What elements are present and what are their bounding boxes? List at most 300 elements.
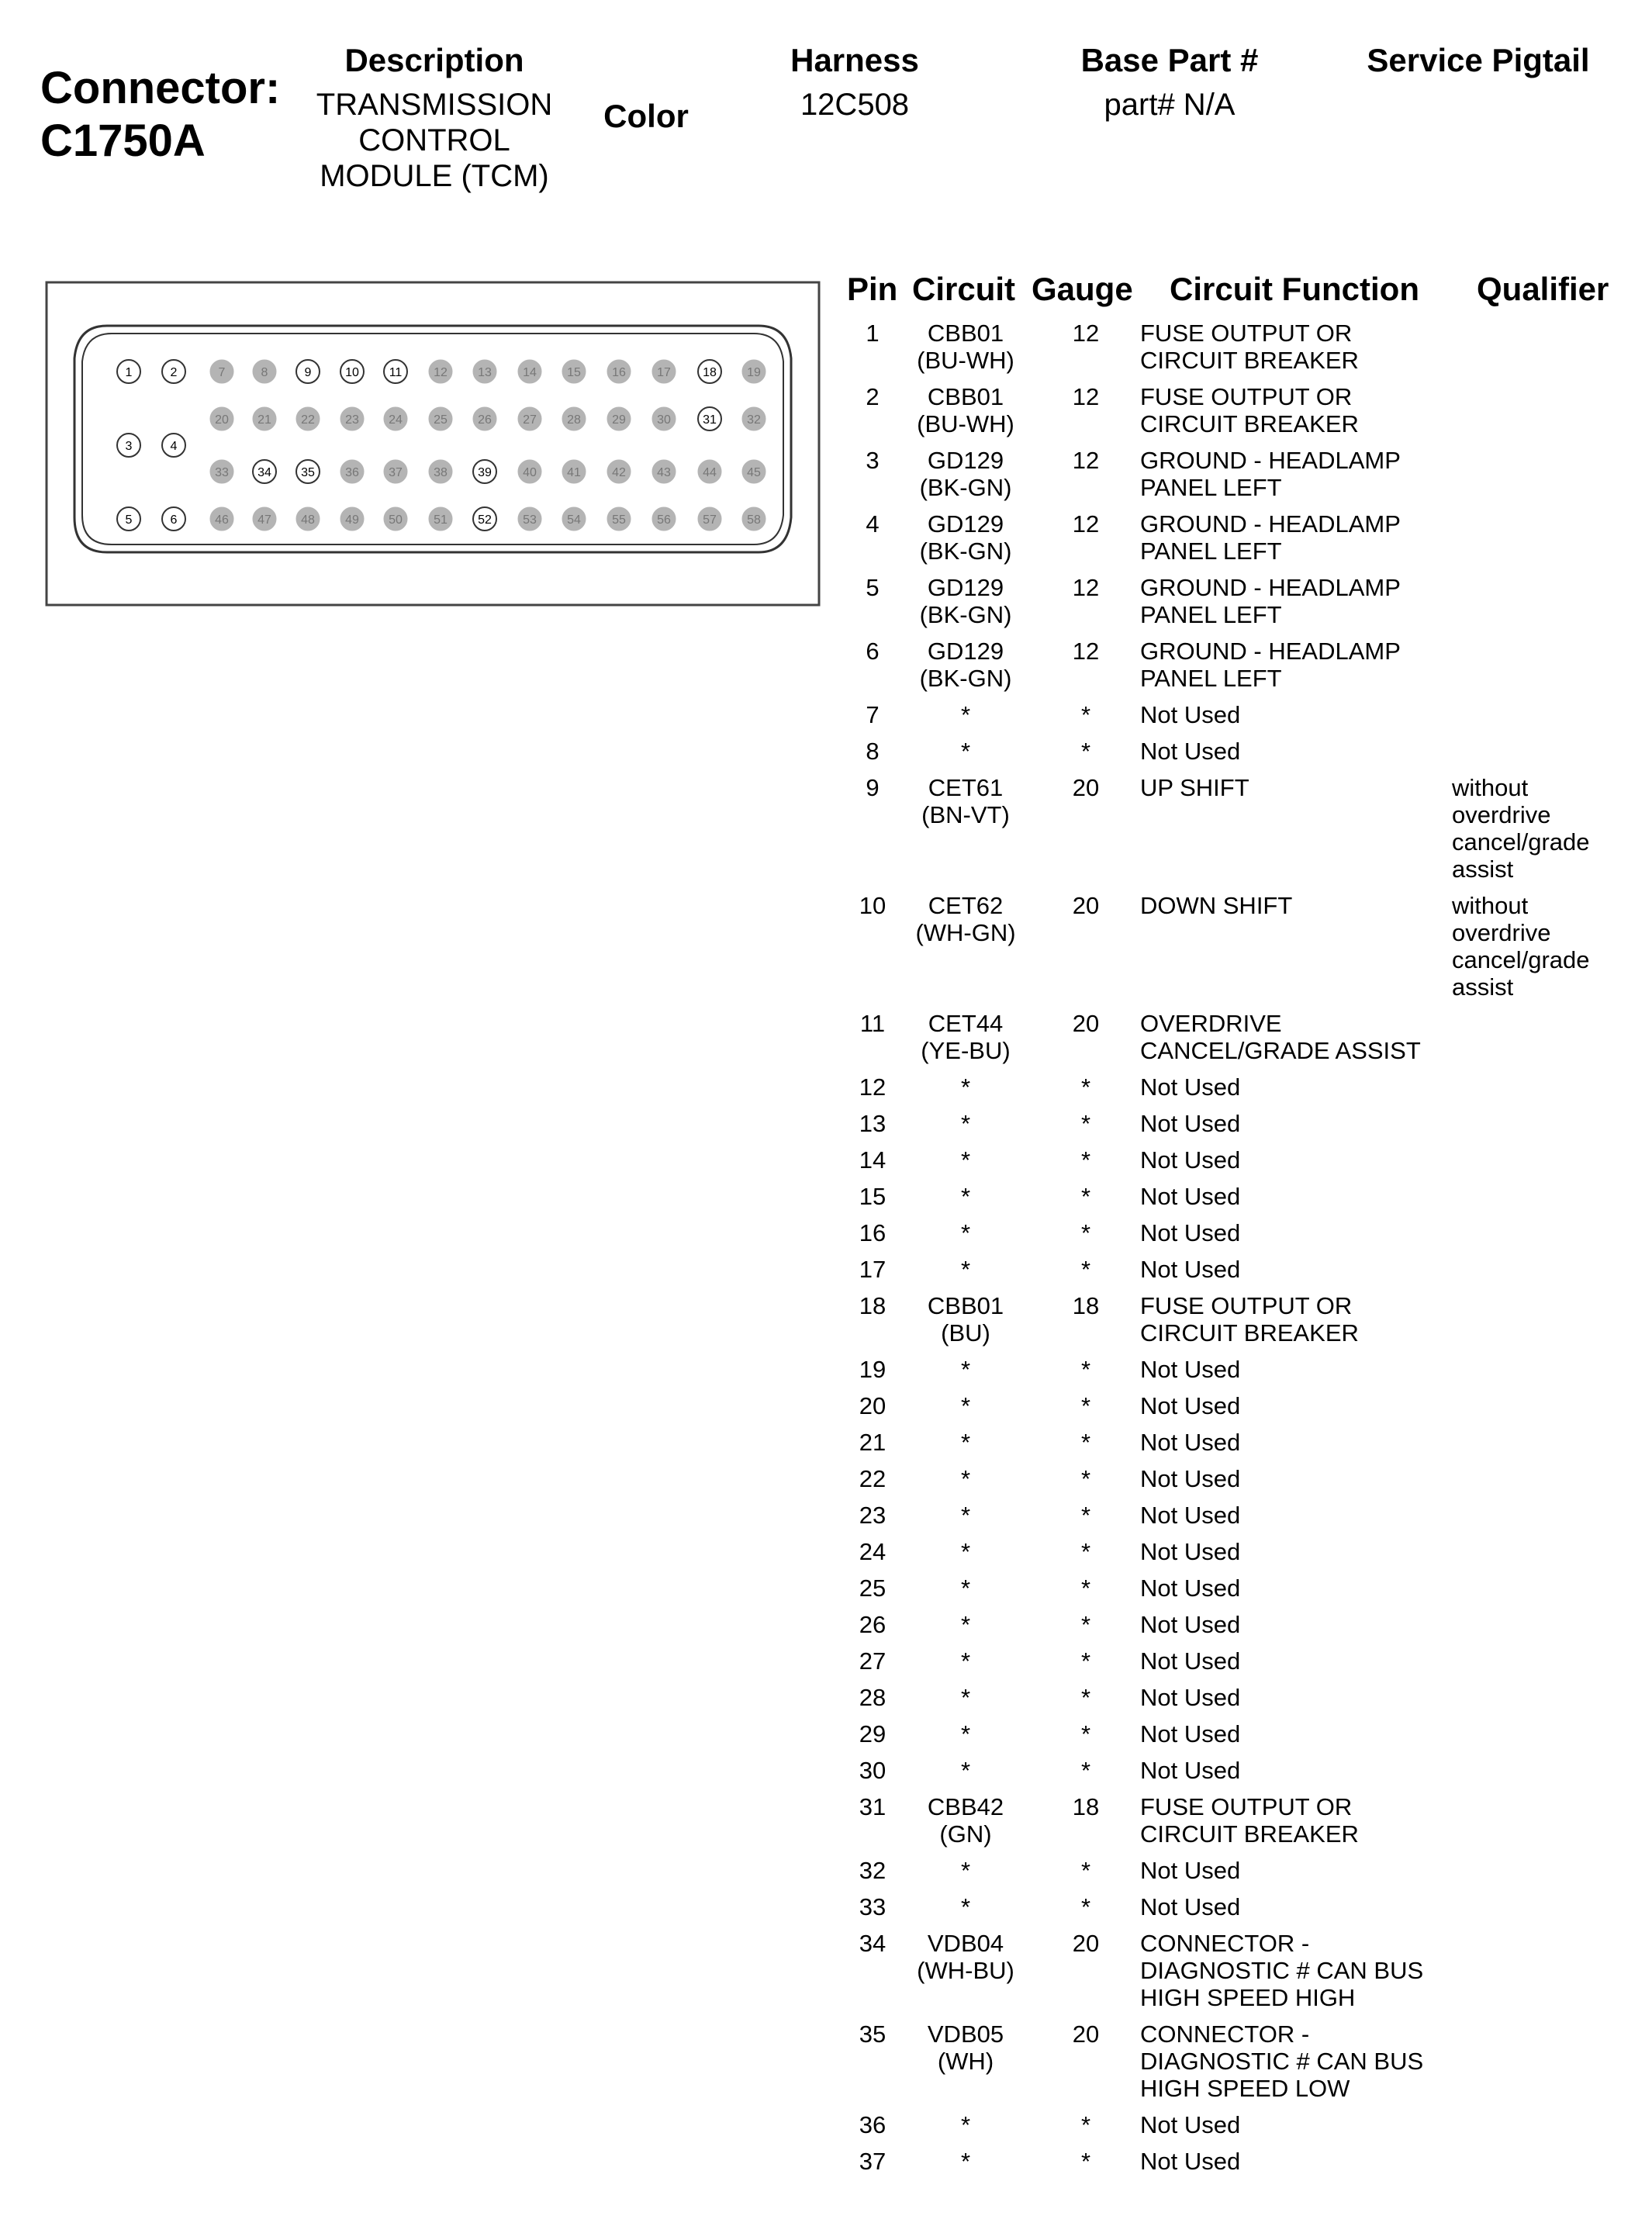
table-row [0, 774, 1652, 883]
qualifier-cell [1452, 892, 1646, 1001]
circuit-line: GD129 [927, 638, 1004, 665]
circuit-cell [900, 1010, 1032, 1064]
table-row [0, 1720, 1652, 1747]
circuit-line: CBB01 [927, 320, 1004, 347]
table-row [0, 1219, 1652, 1246]
circuit-line: * [960, 1219, 971, 1246]
description-label: Description [344, 42, 524, 78]
circuit-function-cell [1140, 1183, 1466, 1210]
gauge-cell: * [1080, 1465, 1091, 1492]
circuit-line: * [960, 1857, 971, 1884]
pin-number: 5 [866, 574, 880, 601]
circuit-function-cell [1140, 1930, 1466, 2011]
pin-number: 16 [859, 1219, 886, 1246]
function-line: Not Used [1140, 738, 1241, 765]
function-line: CONNECTOR - [1140, 2020, 1310, 2048]
pin-label: 58 [747, 513, 761, 527]
circuit-line: * [960, 1647, 971, 1675]
circuit-line: (BU-WH) [917, 347, 1014, 374]
function-line: Not Used [1140, 1183, 1241, 1210]
pin-number: 35 [859, 2020, 886, 2048]
pin-label: 27 [523, 413, 537, 427]
function-line: Not Used [1140, 1575, 1241, 1602]
circuit-cell [900, 2148, 1032, 2175]
pin-number: 7 [866, 701, 880, 728]
circuit-line: * [960, 1183, 971, 1210]
gauge-cell: * [1080, 2111, 1091, 2138]
function-line: DOWN SHIFT [1140, 892, 1293, 919]
pin-label: 4 [170, 440, 178, 453]
circuit-function-cell [1140, 638, 1466, 692]
table-row [0, 1538, 1652, 1565]
circuit-function-cell [1140, 1538, 1466, 1565]
circuit-function-cell [1140, 510, 1466, 565]
pin-number: 28 [859, 1684, 886, 1711]
pin-label: 28 [567, 413, 581, 427]
circuit-line: * [960, 1720, 971, 1747]
function-line: PANEL LEFT [1140, 474, 1282, 501]
table-row [0, 738, 1652, 765]
pin-label: 13 [478, 366, 492, 379]
qualifier-line: cancel/grade [1452, 946, 1590, 973]
column-header-pin: Pin [847, 271, 898, 307]
circuit-cell [900, 1356, 1032, 1383]
table-row [0, 638, 1652, 692]
circuit-cell [900, 1575, 1032, 1602]
circuit-cell [900, 574, 1032, 628]
table-row [0, 1857, 1652, 1884]
circuit-function-cell [1140, 1010, 1466, 1064]
pin-number: 19 [859, 1356, 886, 1383]
pin-number: 20 [859, 1392, 886, 1419]
gauge-cell: * [1080, 1146, 1091, 1174]
circuit-line: (BU-WH) [917, 410, 1014, 437]
pin-label: 31 [703, 413, 717, 427]
gauge-cell: * [1080, 1502, 1091, 1529]
color-label: Color [603, 98, 689, 134]
table-row [0, 2020, 1652, 2102]
pin-label: 9 [304, 366, 312, 379]
base-part-label: Base Part # [1080, 42, 1259, 78]
circuit-line: (WH) [937, 2048, 994, 2075]
circuit-cell [900, 2111, 1032, 2138]
gauge-cell: 20 [1072, 774, 1100, 801]
table-row [0, 574, 1652, 628]
gauge-cell: 20 [1072, 1930, 1100, 1957]
qualifier-line: assist [1452, 856, 1514, 883]
table-row [0, 1793, 1652, 1848]
pin-number: 15 [859, 1183, 886, 1210]
pin-number: 6 [866, 638, 880, 665]
circuit-line: * [960, 1356, 971, 1383]
circuit-line: * [960, 701, 971, 728]
pin-label: 14 [523, 366, 537, 379]
circuit-cell [900, 1684, 1032, 1711]
function-line: FUSE OUTPUT OR [1140, 320, 1353, 347]
gauge-cell: * [1080, 1757, 1091, 1784]
circuit-line: * [960, 1502, 971, 1529]
circuit-cell [900, 1793, 1032, 1848]
circuit-function-cell [1140, 701, 1466, 728]
pin-label: 7 [218, 366, 226, 379]
circuit-cell [900, 1720, 1032, 1747]
circuit-line: GD129 [927, 574, 1004, 601]
function-line: Not Used [1140, 1611, 1241, 1638]
pin-label: 32 [747, 413, 761, 427]
gauge-cell: * [1080, 2148, 1091, 2175]
description-value [316, 87, 552, 194]
pin-number: 9 [866, 774, 880, 801]
table-row [0, 1183, 1652, 1210]
table-row [0, 1292, 1652, 1346]
circuit-function-cell [1140, 1256, 1466, 1283]
table-row [0, 1465, 1652, 1492]
circuit-function-cell [1140, 2148, 1466, 2175]
pin-label: 53 [523, 513, 537, 527]
circuit-line: (GN) [939, 1820, 992, 1848]
pin-label: 51 [434, 513, 448, 527]
table-row [0, 1757, 1652, 1784]
pin-number: 1 [866, 320, 880, 347]
pin-label: 47 [257, 513, 271, 527]
circuit-line: * [960, 1893, 971, 1920]
table-row [0, 1930, 1652, 2011]
circuit-line: (BK-GN) [919, 538, 1012, 565]
qualifier-line: without [1452, 774, 1529, 801]
function-line: DIAGNOSTIC # CAN BUS [1140, 2048, 1424, 2075]
circuit-cell [900, 1647, 1032, 1675]
circuit-cell [900, 701, 1032, 728]
circuit-cell [900, 1502, 1032, 1529]
circuit-function-cell [1140, 383, 1466, 437]
table-row [0, 1356, 1652, 1383]
circuit-cell [900, 1857, 1032, 1884]
pin-label: 19 [747, 366, 761, 379]
gauge-cell: 20 [1072, 892, 1100, 919]
pin-number: 12 [859, 1073, 886, 1101]
circuit-line: (BK-GN) [919, 665, 1012, 692]
pin-number: 31 [859, 1793, 886, 1820]
function-line: Not Used [1140, 1893, 1241, 1920]
circuit-line: * [960, 2111, 971, 2138]
circuit-cell [900, 1465, 1032, 1492]
circuit-function-cell [1140, 1073, 1466, 1101]
pin-label: 21 [257, 413, 271, 427]
table-row [0, 2148, 1652, 2175]
table-row [0, 1893, 1652, 1920]
pin-label: 55 [612, 513, 626, 527]
circuit-function-cell [1140, 1292, 1466, 1346]
circuit-function-cell [1140, 1684, 1466, 1711]
circuit-cell [900, 1110, 1032, 1137]
circuit-cell [900, 1757, 1032, 1784]
circuit-function-cell [1140, 1146, 1466, 1174]
pin-label: 35 [301, 466, 315, 479]
circuit-line: (WH-BU) [917, 1957, 1014, 1984]
circuit-function-cell [1140, 1611, 1466, 1638]
pin-label: 24 [389, 413, 403, 427]
function-line: GROUND - HEADLAMP [1140, 638, 1401, 665]
circuit-cell [900, 1538, 1032, 1565]
circuit-cell [900, 1930, 1032, 1984]
pin-label: 22 [301, 413, 315, 427]
circuit-line: * [960, 1465, 971, 1492]
function-line: Not Used [1140, 1392, 1241, 1419]
pin-number: 37 [859, 2148, 886, 2175]
circuit-function-cell [1140, 2020, 1466, 2102]
pin-number: 25 [859, 1575, 886, 1602]
circuit-function-cell [1140, 1757, 1466, 1784]
function-line: FUSE OUTPUT OR [1140, 1292, 1353, 1319]
function-line: Not Used [1140, 1146, 1241, 1174]
pin-number: 13 [859, 1110, 886, 1137]
circuit-line: CBB01 [927, 1292, 1004, 1319]
circuit-line: * [960, 1073, 971, 1101]
qualifier-line: cancel/grade [1452, 828, 1590, 856]
circuit-function-cell [1140, 1110, 1466, 1137]
table-row [0, 1146, 1652, 1174]
function-line: Not Used [1140, 1256, 1241, 1283]
function-line: Not Used [1140, 2148, 1241, 2175]
pin-label: 42 [612, 466, 626, 479]
function-line: GROUND - HEADLAMP [1140, 574, 1401, 601]
circuit-function-cell [1140, 1575, 1466, 1602]
column-header-qualifier: Qualifier [1477, 271, 1609, 307]
pin-label: 5 [125, 513, 133, 527]
pin-label: 46 [215, 513, 229, 527]
function-line: Not Used [1140, 1684, 1241, 1711]
pin-label: 16 [612, 366, 626, 379]
gauge-cell: * [1080, 1857, 1091, 1884]
circuit-function-cell [1140, 1857, 1466, 1884]
circuit-cell [900, 510, 1032, 565]
circuit-line: CET62 [928, 892, 1004, 919]
table-row [0, 383, 1652, 437]
column-header-circuit: Circuit [912, 271, 1016, 307]
pin-label: 50 [389, 513, 403, 527]
pin-number: 4 [866, 510, 880, 538]
table-row [0, 1256, 1652, 1283]
circuit-line: * [960, 1256, 971, 1283]
function-line: OVERDRIVE [1140, 1010, 1282, 1037]
table-row [0, 320, 1652, 374]
pin-number: 23 [859, 1502, 886, 1529]
qualifier-line: overdrive [1452, 919, 1551, 946]
function-line: PANEL LEFT [1140, 538, 1282, 565]
function-line: HIGH SPEED LOW [1140, 2075, 1350, 2102]
circuit-cell [900, 738, 1032, 765]
gauge-cell: * [1080, 1684, 1091, 1711]
circuit-cell [900, 1292, 1032, 1346]
circuit-line: * [960, 1684, 971, 1711]
circuit-function-cell [1140, 1502, 1466, 1529]
table-row [0, 701, 1652, 728]
function-line: Not Used [1140, 1465, 1241, 1492]
pin-number: 30 [859, 1757, 886, 1784]
pin-number: 2 [866, 383, 880, 410]
circuit-line: * [960, 1146, 971, 1174]
circuit-line: (YE-BU) [921, 1037, 1011, 1064]
pin-number: 33 [859, 1893, 886, 1920]
gauge-cell: 12 [1072, 574, 1100, 601]
circuit-cell [900, 1073, 1032, 1101]
circuit-line: * [960, 1538, 971, 1565]
pin-number: 34 [859, 1930, 886, 1957]
function-line: CANCEL/GRADE ASSIST [1140, 1037, 1421, 1064]
base-part-value: part# N/A [1104, 88, 1236, 122]
pin-label: 10 [345, 366, 359, 379]
pin-label: 37 [389, 466, 403, 479]
circuit-line: * [960, 1757, 971, 1784]
connector-title [40, 62, 280, 168]
circuit-cell [900, 638, 1032, 692]
pin-label: 30 [657, 413, 671, 427]
gauge-cell: * [1080, 1110, 1091, 1137]
gauge-cell: * [1080, 1392, 1091, 1419]
pin-number: 27 [859, 1647, 886, 1675]
gauge-cell: * [1080, 1611, 1091, 1638]
function-line: Not Used [1140, 1647, 1241, 1675]
pin-number: 8 [866, 738, 880, 765]
circuit-cell [900, 1183, 1032, 1210]
gauge-cell: 18 [1072, 1292, 1100, 1319]
pin-number: 3 [866, 447, 880, 474]
pin-number: 17 [859, 1256, 886, 1283]
pin-label: 23 [345, 413, 359, 427]
gauge-cell: * [1080, 1538, 1091, 1565]
connector-id: C1750A [40, 116, 206, 166]
pin-label: 20 [215, 413, 229, 427]
pin-label: 57 [703, 513, 717, 527]
pin-label: 33 [215, 466, 229, 479]
table-row [0, 510, 1652, 565]
gauge-cell: 12 [1072, 510, 1100, 538]
circuit-function-cell [1140, 1893, 1466, 1920]
circuit-line: (BK-GN) [919, 601, 1012, 628]
circuit-line: (BN-VT) [921, 801, 1010, 828]
table-row [0, 1429, 1652, 1456]
gauge-cell: 18 [1072, 1793, 1100, 1820]
table-row [0, 1073, 1652, 1101]
circuit-cell [900, 1219, 1032, 1246]
function-line: GROUND - HEADLAMP [1140, 510, 1401, 538]
table-row [0, 892, 1652, 1001]
gauge-cell: * [1080, 1219, 1091, 1246]
circuit-cell [900, 1392, 1032, 1419]
table-row [0, 1684, 1652, 1711]
circuit-function-cell [1140, 574, 1466, 628]
pin-number: 29 [859, 1720, 886, 1747]
function-line: Not Used [1140, 1720, 1241, 1747]
circuit-line: (WH-GN) [915, 919, 1016, 946]
function-line: FUSE OUTPUT OR [1140, 383, 1353, 410]
description-line: CONTROL [358, 123, 510, 157]
pin-label: 12 [434, 366, 448, 379]
circuit-cell [900, 383, 1032, 437]
pin-number: 14 [859, 1146, 886, 1174]
function-line: Not Used [1140, 1538, 1241, 1565]
description-line: TRANSMISSION [316, 88, 553, 122]
gauge-cell: * [1080, 1356, 1091, 1383]
circuit-function-cell [1140, 2111, 1466, 2138]
gauge-cell: * [1080, 1720, 1091, 1747]
function-line: CONNECTOR - [1140, 1930, 1310, 1957]
pin-label: 52 [478, 513, 492, 527]
circuit-function-cell [1140, 1793, 1466, 1848]
qualifier-line: assist [1452, 973, 1514, 1001]
function-line: Not Used [1140, 1757, 1241, 1784]
circuit-line: (BU) [941, 1319, 990, 1346]
gauge-cell: * [1080, 1647, 1091, 1675]
function-line: FUSE OUTPUT OR [1140, 1793, 1353, 1820]
pin-label: 2 [170, 366, 178, 379]
qualifier-cell [1452, 774, 1646, 883]
pin-number: 26 [859, 1611, 886, 1638]
function-line: CIRCUIT BREAKER [1140, 347, 1359, 374]
circuit-line: GD129 [927, 447, 1004, 474]
connector-label: Connector: [40, 63, 281, 113]
column-header-gauge: Gauge [1032, 271, 1133, 307]
pin-number: 11 [859, 1010, 886, 1037]
qualifier-line: without [1452, 892, 1529, 919]
circuit-cell [900, 774, 1032, 828]
function-line: Not Used [1140, 1857, 1241, 1884]
pin-number: 18 [859, 1292, 886, 1319]
circuit-cell [900, 2020, 1032, 2075]
pin-number: 22 [859, 1465, 886, 1492]
pin-label: 49 [345, 513, 359, 527]
function-line: GROUND - HEADLAMP [1140, 447, 1401, 474]
circuit-line: * [960, 1575, 971, 1602]
gauge-cell: 12 [1072, 320, 1100, 347]
circuit-cell [900, 1893, 1032, 1920]
pin-label: 41 [567, 466, 581, 479]
pin-number: 36 [859, 2111, 886, 2138]
table-row [0, 1502, 1652, 1529]
circuit-cell [900, 1611, 1032, 1638]
function-line: UP SHIFT [1140, 774, 1249, 801]
function-line: CIRCUIT BREAKER [1140, 1820, 1359, 1848]
pin-label: 1 [125, 366, 133, 379]
gauge-cell: * [1080, 1893, 1091, 1920]
circuit-function-cell [1140, 1647, 1466, 1675]
circuit-function-cell [1140, 1392, 1466, 1419]
circuit-line: * [960, 1611, 971, 1638]
table-row [0, 1611, 1652, 1638]
pin-label: 44 [703, 466, 717, 479]
pin-number: 21 [859, 1429, 886, 1456]
circuit-line: VDB05 [927, 2020, 1004, 2048]
circuit-function-cell [1140, 320, 1466, 374]
circuit-function-cell [1140, 1465, 1466, 1492]
gauge-cell: 12 [1072, 383, 1100, 410]
function-line: Not Used [1140, 1219, 1241, 1246]
qualifier-line: overdrive [1452, 801, 1551, 828]
pin-number: 32 [859, 1857, 886, 1884]
pin-label: 6 [170, 513, 178, 527]
description-line: MODULE (TCM) [320, 159, 549, 193]
gauge-cell: * [1080, 1256, 1091, 1283]
harness-value: 12C508 [800, 88, 910, 122]
circuit-function-cell [1140, 774, 1466, 801]
function-line: Not Used [1140, 2111, 1241, 2138]
function-line: CIRCUIT BREAKER [1140, 410, 1359, 437]
pin-label: 38 [434, 466, 448, 479]
pin-number: 10 [859, 892, 886, 919]
pin-label: 3 [125, 440, 133, 453]
table-row [0, 1575, 1652, 1602]
table-row [0, 1647, 1652, 1675]
